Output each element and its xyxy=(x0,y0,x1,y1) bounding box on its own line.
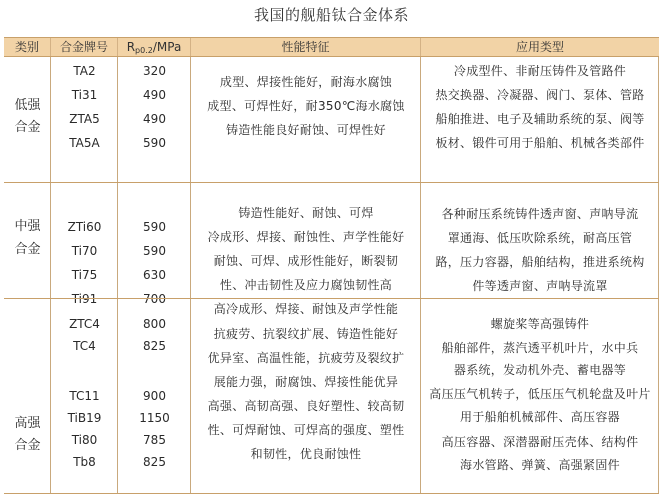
header-rp-main: R xyxy=(126,40,136,54)
grade: ZTi60 xyxy=(67,220,102,234)
header-category: 类别 xyxy=(4,38,51,56)
application-line: 海水管路、弹簧、高强紧固件 xyxy=(460,458,620,472)
grade: Ti31 xyxy=(71,88,98,102)
grade: Tb8 xyxy=(73,455,96,469)
feature-line: 性、冲击韧性及应力腐蚀韧性高 xyxy=(219,278,393,292)
feature-line: 高冷成形、焊接、耐蚀及声学性能 xyxy=(213,302,399,316)
application-line: 热交换器、冷凝器、阀门、泵体、管路 xyxy=(435,88,645,102)
feature-line: 和韧性，优良耐蚀性 xyxy=(250,447,362,461)
feature-line: 抗疲劳、抗裂纹扩展、铸造性能好 xyxy=(213,327,399,341)
application-line: 高压容器、深潜器耐压壳体、结构件 xyxy=(441,435,639,449)
grade: Ti80 xyxy=(71,433,98,447)
feature-line: 铸造性能良好耐蚀、可焊性好 xyxy=(226,123,386,137)
rp-value: 800 xyxy=(143,317,166,331)
feature-line: 性、可焊耐蚀、可焊高的强度、塑性 xyxy=(207,423,405,437)
header-rp xyxy=(118,38,191,56)
rp-value: 900 xyxy=(143,389,166,403)
rp-value: 630 xyxy=(143,268,166,282)
feature-line: 展能力强，耐腐蚀、焊接性能优异 xyxy=(213,375,399,389)
header-rp-sub: p0.2 xyxy=(135,46,153,55)
group-medium-strength xyxy=(4,183,659,316)
category-label: 合金 xyxy=(14,438,41,453)
application-line: 螺旋桨等高强铸件 xyxy=(490,317,590,331)
application-line: 罩通海、低压吹除系统，耐高压管 xyxy=(447,231,633,245)
table-header xyxy=(4,37,659,57)
row-divider xyxy=(4,493,659,494)
group-low-strength xyxy=(4,57,659,182)
application-line: 件等透声窗、声呐导流罩 xyxy=(472,279,608,293)
rp-value: 825 xyxy=(143,339,166,353)
feature-line: 成型、焊接性能好，耐海水腐蚀 xyxy=(219,75,393,89)
application-line: 用于船舶机械部件、高压容器 xyxy=(460,410,620,424)
grade: TA2 xyxy=(73,64,96,78)
grade: TC4 xyxy=(73,339,96,353)
rp-value: 490 xyxy=(143,112,166,126)
rp-value: 490 xyxy=(143,88,166,102)
application-line: 各种耐压系统铸件透声窗、声呐导流 xyxy=(441,207,639,221)
application-line: 路，压力容器，船舶结构，推进系统构 xyxy=(435,255,645,269)
grade: TA5A xyxy=(69,136,100,150)
rp-value: 590 xyxy=(143,220,166,234)
feature-line: 高强、高韧高强、良好塑性、较高韧 xyxy=(207,399,405,413)
category-label: 合金 xyxy=(14,242,41,257)
application-line: 板材、锻件可用于船舶、机械各类部件 xyxy=(435,136,645,150)
grade: TiB19 xyxy=(67,411,102,425)
feature-line: 优异室、高温性能，抗疲劳及裂纹扩 xyxy=(207,351,405,365)
application-line: 船舶部件，蒸汽透平机叶片，水中兵 xyxy=(441,341,639,355)
header-rp-unit: /MPa xyxy=(152,40,182,54)
application-line: 冷成型件、非耐压铸件及管路件 xyxy=(453,64,627,78)
category-label: 中强 xyxy=(14,219,41,234)
header-grade: 合金牌号 xyxy=(51,38,118,56)
grade: ZTA5 xyxy=(69,112,100,126)
grade: Ti70 xyxy=(71,244,98,258)
application-line: 器系统，发动机外壳、蓄电器等 xyxy=(453,363,627,377)
rp-value: 825 xyxy=(143,455,166,469)
rp-value: 700 xyxy=(143,292,166,306)
feature-line: 成型、可焊性好，耐350℃海水腐蚀 xyxy=(207,99,405,113)
rp-value: 785 xyxy=(143,433,166,447)
rp-value: 590 xyxy=(143,136,166,150)
grade: TC11 xyxy=(69,389,100,403)
application-line: 高压压气机转子，低压压气机轮盘及叶片 xyxy=(429,387,651,401)
feature-line: 铸造性能好、耐蚀、可焊 xyxy=(238,206,374,220)
grade: Ti91 xyxy=(71,292,98,306)
group-high-strength xyxy=(4,299,659,493)
header-applications: 应用类型 xyxy=(515,40,564,54)
category-label: 低强 xyxy=(14,98,41,113)
application-line: 船舶推进、电子及辅助系统的泵、阀等 xyxy=(435,112,645,126)
grade: Ti75 xyxy=(71,268,98,282)
table-title: 我国的舰船钛合金体系 xyxy=(253,6,409,24)
rp-value: 590 xyxy=(143,244,166,258)
alloy-table xyxy=(4,37,659,494)
feature-line: 冷成形、焊接、耐蚀性、声学性能好 xyxy=(207,230,405,244)
header-features: 性能特征 xyxy=(191,38,421,56)
rp-value: 320 xyxy=(143,64,166,78)
category-label: 高强 xyxy=(14,416,41,431)
grade: ZTC4 xyxy=(69,317,100,331)
feature-line: 耐蚀、可焊、成形性能好，断裂韧 xyxy=(213,254,399,268)
category-label: 合金 xyxy=(14,120,41,135)
rp-value: 1150 xyxy=(139,411,170,425)
cat-cell xyxy=(4,299,51,493)
